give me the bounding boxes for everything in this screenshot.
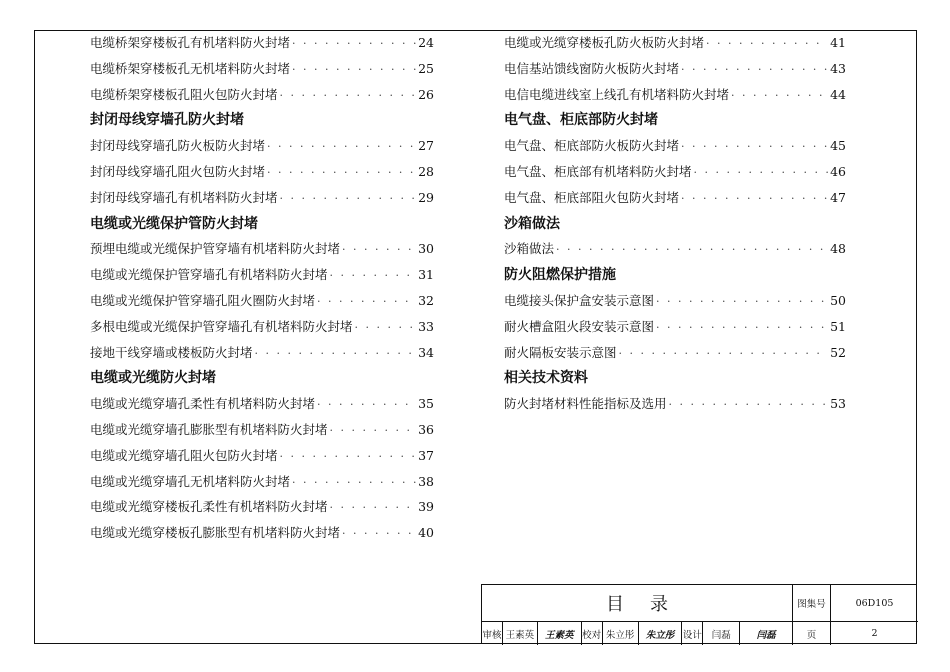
toc-entry[interactable] <box>90 340 434 366</box>
design-label: 设计 <box>682 622 703 645</box>
toc-entry-title: 电缆或光缆穿墙孔无机堵料防火封堵 <box>90 473 291 489</box>
section-heading: 相关技术资料 <box>504 370 588 387</box>
toc-entry[interactable] <box>504 236 846 262</box>
checker-name: 朱立彤 <box>603 622 639 645</box>
toc-entry-title: 电气盘、柜底部防火板防火封堵 <box>504 138 680 154</box>
page-number-label: 页 <box>793 622 831 645</box>
toc-entry[interactable] <box>504 314 846 340</box>
toc-entry[interactable] <box>504 185 846 211</box>
title-block <box>481 584 917 644</box>
dot-leader <box>681 57 828 83</box>
dot-leader <box>317 289 416 315</box>
page-number: 2 <box>871 628 878 639</box>
reviewer-signature: 王素英 <box>538 622 582 645</box>
toc-entry-page: 30 <box>418 241 434 257</box>
toc-entry-title: 防火封堵材料性能指标及选用 <box>504 396 667 412</box>
toc-entry-title: 电缆或光缆穿楼板孔柔性有机堵料防火封堵 <box>90 499 328 515</box>
dot-leader <box>681 186 828 212</box>
dot-leader <box>267 160 416 186</box>
toc-entry-page: 52 <box>830 344 846 360</box>
toc-entry[interactable] <box>90 262 434 288</box>
designer-name: 闫磊 <box>703 622 740 645</box>
dot-leader <box>330 418 417 444</box>
toc-entry-page: 33 <box>418 318 434 334</box>
toc-entry-page: 43 <box>830 60 846 76</box>
toc-entry[interactable] <box>90 520 434 546</box>
toc-entry[interactable] <box>504 340 846 366</box>
atlas-number: 06D105 <box>831 585 918 622</box>
toc-entry[interactable] <box>504 391 846 417</box>
toc-entry-title: 电气盘、柜底部阻火包防火封堵 <box>504 189 680 205</box>
toc-entry[interactable] <box>504 56 846 82</box>
toc-entry-page: 28 <box>418 163 434 179</box>
toc-entry-title: 封闭母线穿墙孔防火板防火封堵 <box>90 138 266 154</box>
dot-leader <box>355 315 417 341</box>
toc-entry-page: 26 <box>418 86 434 102</box>
section-heading: 电缆或光缆保护管防火封堵 <box>90 215 258 232</box>
toc-entry[interactable] <box>90 417 434 443</box>
toc-entry[interactable] <box>90 314 434 340</box>
toc-entry[interactable] <box>90 133 434 159</box>
toc-entry-title: 电缆或光缆保护管穿墙孔阻火圈防火封堵 <box>90 292 316 308</box>
toc-entry-page: 45 <box>830 138 846 154</box>
toc-entry-page: 46 <box>830 163 846 179</box>
dot-leader <box>255 341 417 367</box>
toc-entry-title: 多根电缆或光缆保护管穿墙孔有机堵料防火封堵 <box>90 318 353 334</box>
dot-leader <box>292 31 416 57</box>
atlas-number-label: 图集号 <box>793 585 831 622</box>
toc-entry[interactable] <box>90 391 434 417</box>
section-heading: 防火阻燃保护措施 <box>504 267 616 284</box>
toc-entry-page: 48 <box>830 241 846 257</box>
toc-entry-title: 电缆或光缆保护管穿墙孔有机堵料防火封堵 <box>90 267 328 283</box>
dot-leader <box>330 263 417 289</box>
dot-leader <box>619 341 829 367</box>
section-heading: 电气盘、柜底部防火封堵 <box>504 112 658 129</box>
dot-leader <box>267 134 416 160</box>
toc-entry-title: 预埋电缆或光缆保护管穿墙有机堵料防火封堵 <box>90 241 341 257</box>
toc-entry-page: 51 <box>830 318 846 334</box>
toc-entry-page: 29 <box>418 189 434 205</box>
toc-entry[interactable] <box>90 443 434 469</box>
toc-entry-page: 38 <box>418 473 434 489</box>
toc-entry-page: 44 <box>830 86 846 102</box>
toc-entry-title: 电缆桥架穿楼板孔阻火包防火封堵 <box>90 86 278 102</box>
section-heading: 封闭母线穿墙孔防火封堵 <box>90 112 244 129</box>
dot-leader <box>342 237 416 263</box>
dot-leader <box>292 470 416 496</box>
review-label: 审核 <box>482 622 503 645</box>
toc-entry-title: 电缆或光缆穿楼板孔防火板防火封堵 <box>504 35 705 50</box>
toc-entry-page: 24 <box>418 35 434 50</box>
toc-entry-page: 27 <box>418 138 434 154</box>
toc-entry-page: 41 <box>830 35 846 50</box>
dot-leader <box>656 315 828 341</box>
dot-leader <box>731 83 828 109</box>
toc-entry-title: 电缆桥架穿楼板孔无机堵料防火封堵 <box>90 60 291 76</box>
toc-entry-page: 34 <box>418 344 434 360</box>
toc-entry-title: 封闭母线穿墙孔阻火包防火封堵 <box>90 163 266 179</box>
toc-entry-title: 耐火槽盒阻火段安装示意图 <box>504 318 655 334</box>
toc-entry-title: 电气盘、柜底部有机堵料防火封堵 <box>504 163 692 179</box>
toc-entry[interactable] <box>90 236 434 262</box>
dot-leader <box>342 521 416 547</box>
dot-leader <box>694 160 829 186</box>
dot-leader <box>669 392 829 418</box>
toc-entry[interactable] <box>90 288 434 314</box>
dot-leader <box>330 495 417 521</box>
toc-entry-title: 电信电缆进线室上线孔有机堵料防火封堵 <box>504 86 730 102</box>
checker-signature: 朱立彤 <box>639 622 683 645</box>
section-heading: 沙箱做法 <box>504 215 560 232</box>
toc-entry-title: 封闭母线穿墙孔有机堵料防火封堵 <box>90 189 278 205</box>
dot-leader <box>556 237 828 263</box>
dot-leader <box>656 289 828 315</box>
dot-leader <box>292 57 416 83</box>
toc-entry-page: 32 <box>418 292 434 308</box>
dot-leader <box>280 444 417 470</box>
dot-leader <box>280 186 417 212</box>
toc-entry-page: 36 <box>418 421 434 437</box>
toc-entry[interactable] <box>90 82 434 108</box>
check-label: 校对 <box>582 622 603 645</box>
toc-entry[interactable] <box>90 159 434 185</box>
toc-entry[interactable] <box>504 82 846 108</box>
toc-entry-title: 电缆或光缆穿墙孔阻火包防火封堵 <box>90 447 278 463</box>
dot-leader <box>706 31 828 57</box>
toc-entry[interactable] <box>504 159 846 185</box>
toc-entry-page: 31 <box>418 267 434 283</box>
signature-row <box>482 622 793 645</box>
title-block-title: 目录 <box>482 585 793 622</box>
toc-right-column <box>504 30 846 417</box>
toc-entry-page: 47 <box>830 189 846 205</box>
reviewer-name: 王素英 <box>503 622 538 645</box>
toc-entry-title: 接地干线穿墙或楼板防火封堵 <box>90 344 253 360</box>
toc-entry[interactable] <box>90 469 434 495</box>
toc-entry[interactable] <box>90 56 434 82</box>
designer-signature: 闫磊 <box>756 629 776 641</box>
toc-entry[interactable] <box>90 494 434 520</box>
toc-entry-title: 电缆接头保护盒安装示意图 <box>504 292 655 308</box>
toc-entry-title: 电信基站馈线窗防火板防火封堵 <box>504 60 680 76</box>
toc-entry[interactable] <box>90 185 434 211</box>
toc-entry-page: 25 <box>418 60 434 76</box>
toc-entry-title: 电缆桥架穿楼板孔有机堵料防火封堵 <box>90 35 291 50</box>
dot-leader <box>317 392 416 418</box>
toc-entry[interactable] <box>504 133 846 159</box>
dot-leader <box>681 134 828 160</box>
toc-entry-page: 35 <box>418 396 434 412</box>
toc-entry-title: 电缆或光缆穿墙孔膨胀型有机堵料防火封堵 <box>90 421 328 437</box>
toc-entry-page: 39 <box>418 499 434 515</box>
dot-leader <box>280 83 417 109</box>
toc-entry[interactable] <box>504 288 846 314</box>
section-heading: 电缆或光缆防火封堵 <box>90 370 216 387</box>
toc-entry-title: 电缆或光缆穿墙孔柔性有机堵料防火封堵 <box>90 396 316 412</box>
toc-entry-title: 耐火隔板安装示意图 <box>504 344 617 360</box>
toc-entry-page: 53 <box>830 396 846 412</box>
toc-left-column <box>90 30 434 546</box>
toc-entry[interactable] <box>504 30 846 56</box>
toc-entry-page: 40 <box>418 525 434 541</box>
toc-entry-title: 电缆或光缆穿楼板孔膨胀型有机堵料防火封堵 <box>90 525 341 541</box>
toc-entry-page: 37 <box>418 447 434 463</box>
toc-entry-page: 50 <box>830 292 846 308</box>
toc-entry-title: 沙箱做法 <box>504 241 555 257</box>
toc-entry[interactable] <box>90 30 434 56</box>
